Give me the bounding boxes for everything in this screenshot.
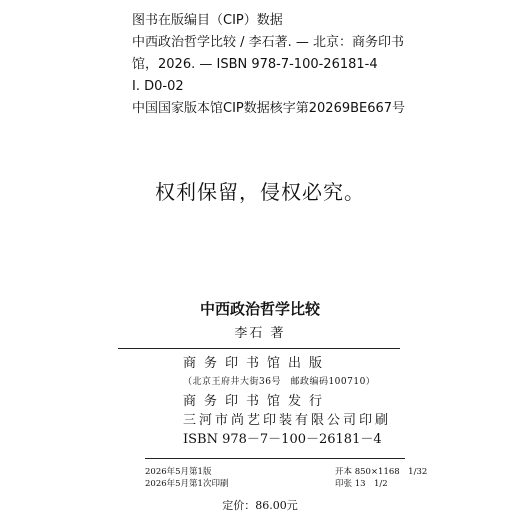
edition-info: 2026年5月第1版: [145, 467, 212, 477]
isbn: ISBN 978－7－100－26181－4: [183, 432, 382, 447]
price: 定价：86.00元: [222, 499, 298, 512]
publisher-address: （北京王府井大街36号 邮政编码100710）: [183, 377, 376, 387]
sheets-info: 印张 13 1/2: [335, 479, 388, 489]
cip-line-3: Ⅰ. D0-02: [132, 79, 184, 94]
distributor-name: 商务印书馆发行: [183, 394, 331, 409]
publisher-name: 商务印书馆出版: [183, 356, 331, 371]
book-author: 李石 著: [234, 326, 286, 341]
cip-line-4: 中国国家版本馆CIP数据核字第20269BE667号: [132, 101, 406, 116]
cip-heading: 图书在版编目（CIP）数据: [132, 13, 283, 28]
cip-line-1: 中西政治哲学比较 / 李石著. — 北京：商务印书: [132, 35, 405, 50]
book-title: 中西政治哲学比较: [199, 300, 320, 318]
publisher-block: [183, 354, 393, 449]
top-divider: [118, 348, 400, 349]
rights-notice: 权利保留，侵权必究。: [155, 180, 365, 204]
printing-info: 2026年5月第1次印刷: [145, 479, 229, 489]
edition-block: [145, 466, 445, 490]
cip-data-block: [132, 10, 512, 120]
printer-name: 三河市尚艺印装有限公司印刷: [183, 413, 392, 428]
cip-line-2: 馆，2026. — ISBN 978-7-100-26181-4: [132, 57, 378, 72]
edition-row-1: [145, 466, 445, 478]
bottom-divider: [145, 458, 405, 459]
format-info: 开本 850×1168 1/32: [335, 467, 428, 477]
edition-row-2: [145, 478, 445, 490]
